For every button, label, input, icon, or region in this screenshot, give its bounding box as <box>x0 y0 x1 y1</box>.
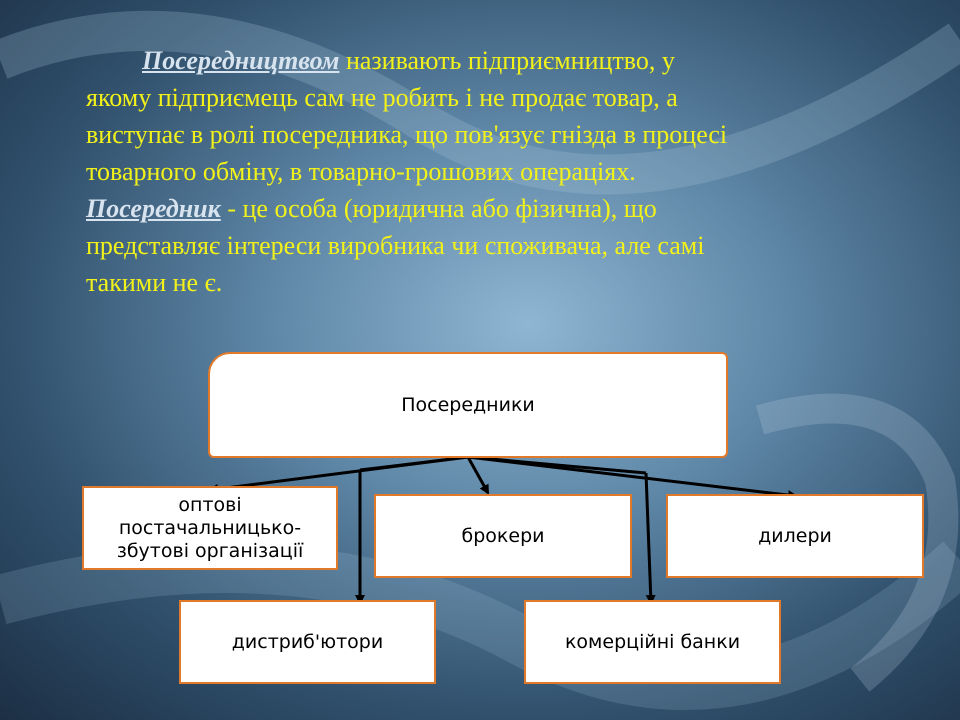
p2-line3: такими не є. <box>86 268 223 297</box>
definition-text <box>86 42 886 301</box>
wholesale-label-line3: збутові організації <box>116 539 304 562</box>
term-poserednyk: Посередник <box>86 194 221 223</box>
p1-line3: виступає в ролі посередника, що пов'язує гнізда в процесі <box>86 120 728 149</box>
node-distributors <box>179 600 436 684</box>
p2-line1: - це особа (юридична або фізична), що <box>220 194 657 223</box>
p1-line4: товарного обміну, в товарно-грошових операціях. <box>86 157 636 186</box>
connector-banks <box>468 457 646 473</box>
p2-line2: представляє інтереси виробника чи споживача, але самі <box>86 231 705 260</box>
node-brokers <box>374 494 632 578</box>
banks-label: комерційні банки <box>564 631 741 653</box>
root-label: Посередники <box>401 394 535 416</box>
connector-dealers <box>468 457 796 496</box>
node-wholesale-organizations <box>82 486 338 570</box>
dealers-label: дилери <box>758 525 832 547</box>
connector-brokers <box>468 457 488 493</box>
term-posrednytstvom: Посередництвом <box>142 46 340 75</box>
wholesale-label-line2: постачальницько- <box>118 516 302 539</box>
connector-distributors <box>360 457 468 470</box>
paragraph-2 <box>86 190 886 301</box>
p1-line2: якому підприємець сам не робить і не продає товар, а <box>86 83 678 112</box>
root-node-posrednyky <box>208 352 728 458</box>
distributors-label: дистриб'ютори <box>231 631 384 653</box>
brokers-label: брокери <box>461 525 545 547</box>
paragraph-1 <box>86 42 886 190</box>
wholesale-label-line1: оптові <box>178 493 242 516</box>
node-dealers <box>666 494 924 578</box>
p1-line1: називають підприємництво, у <box>339 46 675 75</box>
connector-banks-vertical <box>646 473 651 603</box>
node-commercial-banks <box>524 600 781 684</box>
